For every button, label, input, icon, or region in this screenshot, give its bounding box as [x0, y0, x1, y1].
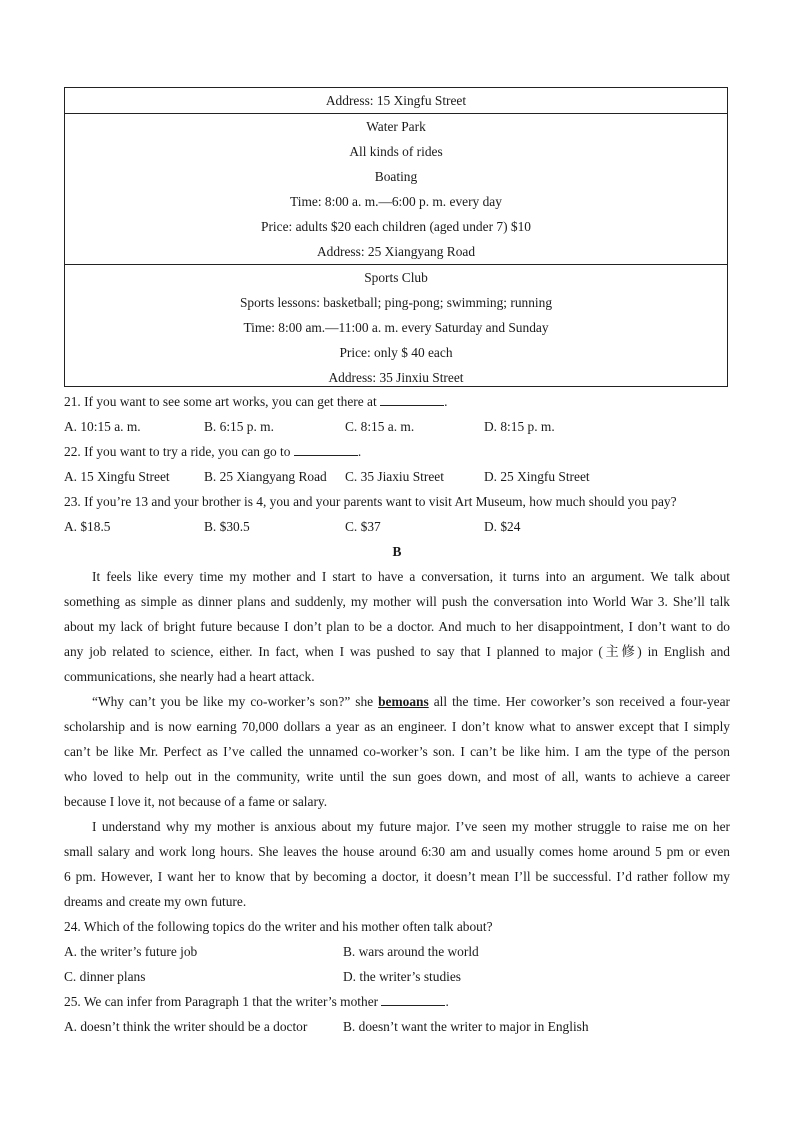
question-21-stem: 21. If you want to see some art works, you can get there at	[64, 394, 381, 409]
option-c[interactable]: C. 35 Jiaxiu Street	[345, 469, 444, 484]
question-22-stem: 22. If you want to try a ride, you can go to	[64, 444, 294, 459]
option-b[interactable]: B. 6:15 p. m.	[204, 419, 274, 434]
paragraph-line: something as simple as dinner plans and suddenly, my mother will push the conversation into World War 3. She’ll talk	[64, 594, 730, 609]
question-25	[64, 989, 730, 1014]
option-a[interactable]: A. 10:15 a. m.	[64, 419, 141, 434]
paragraph-line: who loved to help out in the community, write until the sun goes down, and most of all, wants to achieve a career	[64, 769, 730, 784]
water-park-price: Price: adults $20 each children (aged under 7) $10	[261, 219, 531, 234]
paragraph-line: about my lack of bright future because I don’t plan to be a doctor. And much to her disappointment, I don’t want to do	[64, 619, 730, 634]
option-d[interactable]: D. 8:15 p. m.	[484, 419, 555, 434]
paragraph-2	[64, 689, 730, 814]
sports-club-price: Price: only $ 40 each	[339, 345, 453, 360]
paragraph-1	[64, 564, 730, 689]
paragraph-line: 6 pm. However, I want her to know that by becoming a doctor, it doesn’t mean I’ll be successful. I’d rather follow my	[64, 869, 730, 884]
option-b[interactable]: B. wars around the world	[343, 944, 479, 959]
water-park-time: Time: 8:00 a. m.—6:00 p. m. every day	[290, 194, 502, 209]
question-24-options-row2	[64, 964, 730, 989]
keyword-bemoans: bemoans	[378, 694, 429, 709]
paragraph-line: any job related to science, either. In fact, when I was pushed to say that I planned to major (主修) in English and	[64, 644, 730, 659]
art-museum-section	[65, 88, 727, 114]
question-22	[64, 439, 730, 464]
question-25-options	[64, 1014, 730, 1039]
answer-blank	[294, 441, 358, 456]
question-22-options	[64, 464, 730, 489]
info-table	[64, 87, 728, 387]
water-park-title: Water Park	[366, 119, 426, 134]
answer-blank	[381, 991, 445, 1006]
paragraph-line: scholarship and is now earning 70,000 dollars a year as an engineer. I don’t know what to answer except that I simply	[64, 719, 730, 734]
sports-club-time: Time: 8:00 am.—11:00 a. m. every Saturday and Sunday	[243, 320, 549, 335]
paragraph-line: communications, she nearly had a heart attack.	[64, 669, 315, 684]
question-21-options	[64, 414, 730, 439]
question-25-end: .	[445, 994, 449, 1009]
water-park-address: Address: 25 Xiangyang Road	[316, 244, 476, 259]
option-a[interactable]: A. the writer’s future job	[64, 944, 198, 959]
paragraph-line: small salary and work long hours. She leaves the house around 6:30 am and usually comes home around 5 pm or even	[64, 844, 730, 859]
option-a[interactable]: A. 15 Xingfu Street	[64, 469, 170, 484]
option-b[interactable]: B. $30.5	[204, 519, 250, 534]
paragraph-line: can’t be like Mr. Perfect as I’ve called the unnamed co-worker’s son. I can’t be like him. I am the type of the person	[64, 744, 730, 759]
question-25-stem: 25. We can infer from Paragraph 1 that the writer’s mother	[64, 994, 382, 1009]
option-b[interactable]: B. doesn’t want the writer to major in English	[343, 1019, 589, 1034]
paragraph-line: dreams and create my own future.	[64, 894, 247, 909]
paragraph-line: because I love it, not because of a fame or salary.	[64, 794, 328, 809]
question-24-options-row1	[64, 939, 730, 964]
paragraph-line: It feels like every time my mother and I start to have a conversation, it turns into an argument. We talk about	[92, 569, 730, 584]
option-a[interactable]: A. $18.5	[64, 519, 111, 534]
option-c[interactable]: C. dinner plans	[64, 969, 146, 984]
question-22-end: .	[357, 444, 362, 459]
option-d[interactable]: D. the writer’s studies	[343, 969, 462, 984]
paragraph-2-quote: “Why can’t you be like my co-worker’s son?” she	[92, 694, 379, 709]
option-c[interactable]: C. $37	[345, 519, 381, 534]
option-b[interactable]: B. 25 Xiangyang Road	[204, 469, 327, 484]
question-23-options	[64, 514, 730, 539]
paragraph-line	[64, 689, 730, 714]
question-21-end: .	[444, 394, 448, 409]
option-a[interactable]: A. doesn’t think the writer should be a doctor	[64, 1019, 308, 1034]
question-23: 23. If you’re 13 and your brother is 4, you and your parents want to visit Art Museum, how much should you pay?	[64, 494, 677, 509]
section-b-heading: B	[392, 544, 402, 559]
paragraph-line: I understand why my mother is anxious about my future major. I’ve seen my mother struggle to raise me on her	[92, 819, 730, 834]
option-d[interactable]: D. 25 Xingfu Street	[484, 469, 590, 484]
question-24: 24. Which of the following topics do the writer and his mother often talk about?	[64, 919, 493, 934]
water-park-section	[65, 114, 727, 265]
sports-club-section	[65, 265, 727, 390]
paragraph-3	[64, 814, 730, 914]
option-d[interactable]: D. $24	[484, 519, 521, 534]
sports-club-lessons: Sports lessons: basketball; ping-pong; swimming; running	[239, 295, 553, 310]
water-park-boating: Boating	[374, 169, 418, 184]
sports-club-title: Sports Club	[364, 270, 428, 285]
water-park-rides: All kinds of rides	[349, 144, 443, 159]
questions-content	[64, 389, 730, 1039]
option-c[interactable]: C. 8:15 a. m.	[345, 419, 415, 434]
answer-blank	[380, 391, 444, 406]
question-21	[64, 389, 730, 414]
paragraph-2-first-end: all the time. Her coworker’s son received a four-year	[428, 694, 731, 709]
art-museum-address: Address: 15 Xingfu Street	[325, 93, 467, 108]
sports-club-address: Address: 35 Jinxiu Street	[328, 370, 464, 385]
